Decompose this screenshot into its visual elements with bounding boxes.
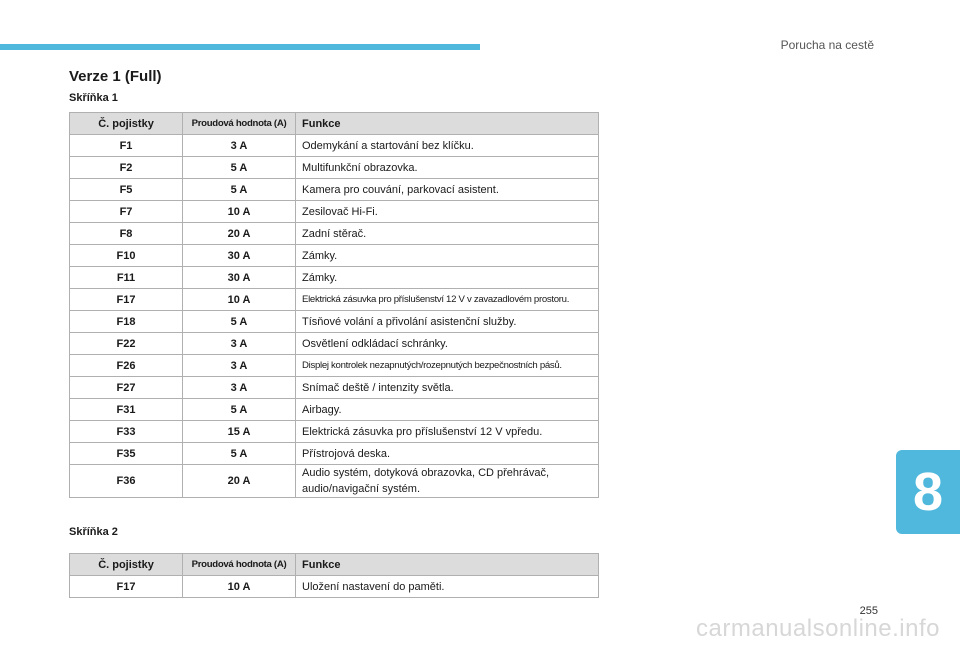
function-cell: Osvětlení odkládací schránky. — [296, 333, 599, 355]
fuse-number-cell: F1 — [70, 135, 183, 157]
function-cell: Snímač deště / intenzity světla. — [296, 377, 599, 399]
fuse-number-cell: F5 — [70, 179, 183, 201]
function-cell: Zesilovač Hi-Fi. — [296, 201, 599, 223]
table-row — [70, 135, 599, 157]
chapter-number: 8 — [912, 462, 944, 522]
page-title: Verze 1 (Full) — [69, 68, 162, 85]
table-row — [70, 399, 599, 421]
table-row — [70, 421, 599, 443]
table-row — [70, 179, 599, 201]
current-cell: 5 A — [183, 399, 296, 421]
watermark: carmanualsonline.info — [696, 615, 940, 642]
current-cell: 20 A — [183, 223, 296, 245]
function-cell: Audio systém, dotyková obrazovka, CD přehrávač, audio/navigační systém. — [296, 465, 599, 498]
fuse-number-cell: F10 — [70, 245, 183, 267]
fuse-number-cell: F33 — [70, 421, 183, 443]
table-row — [70, 201, 599, 223]
current-cell: 5 A — [183, 311, 296, 333]
column-header-function: Funkce — [296, 554, 599, 576]
current-cell: 3 A — [183, 355, 296, 377]
table-row — [70, 267, 599, 289]
fuse-box-2-label: Skříňka 2 — [69, 526, 118, 538]
function-cell: Přístrojová deska. — [296, 443, 599, 465]
fuse-number-cell: F17 — [70, 576, 183, 598]
table-row — [70, 355, 599, 377]
function-cell: Zámky. — [296, 267, 599, 289]
table-row — [70, 289, 599, 311]
function-cell: Elektrická zásuvka pro příslušenství 12 V v zavazadlovém prostoru. — [296, 289, 599, 311]
table-row — [70, 157, 599, 179]
fuse-number-cell: F35 — [70, 443, 183, 465]
table-row — [70, 576, 599, 598]
column-header-function: Funkce — [296, 113, 599, 135]
header-accent-bar — [0, 44, 480, 50]
function-cell: Displej kontrolek nezapnutých/rozepnutých bezpečnostních pásů. — [296, 355, 599, 377]
table-row — [70, 465, 599, 498]
current-cell: 10 A — [183, 201, 296, 223]
fuse-number-cell: F26 — [70, 355, 183, 377]
fuse-number-cell: F36 — [70, 465, 183, 498]
current-cell: 20 A — [183, 465, 296, 498]
chapter-title: Porucha na cestě — [780, 38, 874, 52]
fuse-number-cell: F8 — [70, 223, 183, 245]
fuse-number-cell: F11 — [70, 267, 183, 289]
function-cell: Zadní stěrač. — [296, 223, 599, 245]
fuse-number-cell: F22 — [70, 333, 183, 355]
function-cell: Odemykání a startování bez klíčku. — [296, 135, 599, 157]
current-cell: 5 A — [183, 443, 296, 465]
function-cell: Multifunkční obrazovka. — [296, 157, 599, 179]
fuse-number-cell: F2 — [70, 157, 183, 179]
fuse-table-box-2 — [69, 553, 599, 598]
current-cell: 10 A — [183, 576, 296, 598]
current-cell: 3 A — [183, 333, 296, 355]
function-cell: Zámky. — [296, 245, 599, 267]
fuse-box-1-label: Skříňka 1 — [69, 92, 118, 104]
function-cell: Tísňové volání a přivolání asistenční služby. — [296, 311, 599, 333]
column-header-fuse-number: Č. pojistky — [70, 113, 183, 135]
table-row — [70, 245, 599, 267]
table-row — [70, 333, 599, 355]
current-cell: 10 A — [183, 289, 296, 311]
current-cell: 5 A — [183, 157, 296, 179]
table-header-row — [70, 554, 599, 576]
table-row — [70, 377, 599, 399]
fuse-number-cell: F17 — [70, 289, 183, 311]
fuse-number-cell: F7 — [70, 201, 183, 223]
column-header-current: Proudová hodnota (A) — [183, 113, 296, 135]
column-header-fuse-number: Č. pojistky — [70, 554, 183, 576]
page-number: 255 — [859, 605, 878, 617]
column-header-current: Proudová hodnota (A) — [183, 554, 296, 576]
current-cell: 30 A — [183, 267, 296, 289]
table-header-row — [70, 113, 599, 135]
current-cell: 15 A — [183, 421, 296, 443]
fuse-number-cell: F18 — [70, 311, 183, 333]
function-cell: Airbagy. — [296, 399, 599, 421]
current-cell: 30 A — [183, 245, 296, 267]
chapter-tab — [896, 450, 960, 534]
function-cell: Uložení nastavení do paměti. — [296, 576, 599, 598]
fuse-table-box-1 — [69, 112, 599, 498]
current-cell: 3 A — [183, 377, 296, 399]
fuse-number-cell: F31 — [70, 399, 183, 421]
function-cell: Kamera pro couvání, parkovací asistent. — [296, 179, 599, 201]
table-row — [70, 223, 599, 245]
current-cell: 5 A — [183, 179, 296, 201]
fuse-number-cell: F27 — [70, 377, 183, 399]
function-cell: Elektrická zásuvka pro příslušenství 12 V vpředu. — [296, 421, 599, 443]
current-cell: 3 A — [183, 135, 296, 157]
table-row — [70, 443, 599, 465]
table-row — [70, 311, 599, 333]
